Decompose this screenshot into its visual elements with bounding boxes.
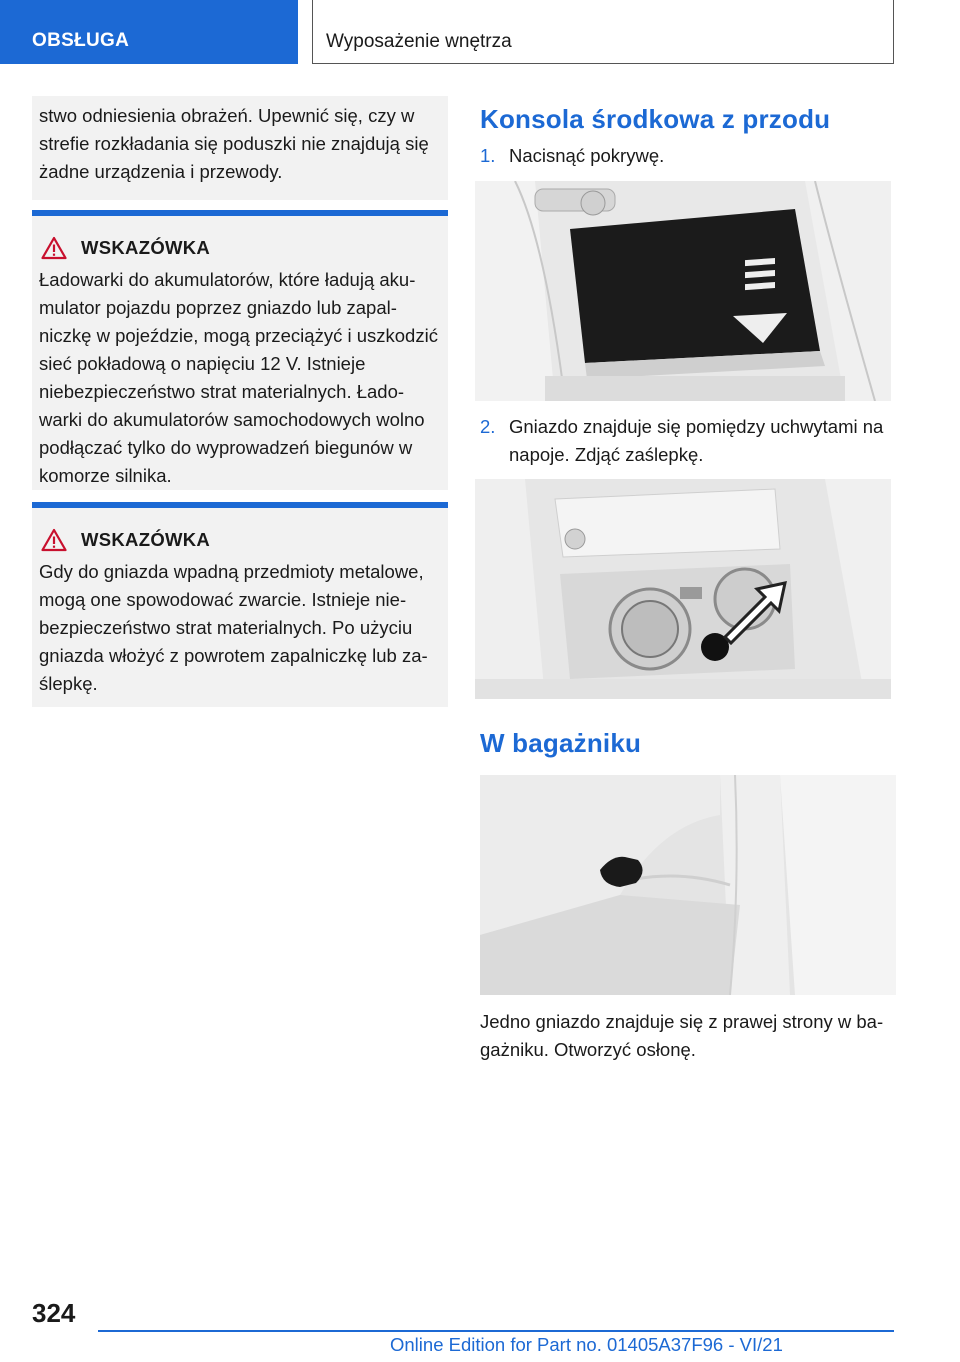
section-heading-console: Konsola środkowa z przodu: [480, 104, 831, 134]
warning-header: [39, 236, 438, 260]
warning-title: WSKAZÓWKA: [81, 237, 211, 258]
socket-cupholder-illustration: [475, 479, 891, 699]
warning-triangle-icon: [41, 528, 67, 552]
socket-cupholder-photo: [475, 479, 891, 699]
intro-box: [32, 96, 448, 200]
step-number: 2.: [480, 416, 496, 437]
step-item: [480, 413, 896, 469]
trunk-socket-photo: [480, 775, 896, 995]
warning-triangle-icon: [41, 236, 67, 260]
console-cover-photo: [475, 181, 891, 401]
intro-text: stwo odniesienia obrażeń. Upewnić się, czy w strefie rozkładania się poduszki nie znajdują się żadne urządzenia i przewody.: [39, 105, 429, 182]
warning-text: Ładowarki do akumulatorów, które ładują akumulator pojazdu poprzez gniazdo lub zapalniczkę w pojeździe, mogą przeciążyć i uszkodzić sieć pokładową o napięciu 12 V. Istnieje niebezpieczeństwo strat materialnych. Ładowarki do akumulatorów samochodowych wolno podłączać tylko do wyprowadzeń biegunów w komorze silnika.: [39, 269, 438, 486]
step-number: 1.: [480, 145, 496, 166]
page-number: 324: [32, 1298, 76, 1328]
step-item: [480, 142, 896, 170]
edition-text: Online Edition for Part no. 01405A37F96 - VI/21: [390, 1334, 783, 1355]
trunk-socket-text: Jedno gniazdo znajduje się z prawej strony w bagażniku. Otworzyć osłonę.: [480, 1011, 884, 1060]
footer-divider: [98, 1330, 894, 1332]
warning-box-2: [32, 502, 448, 707]
section-heading-trunk: W bagażniku: [480, 728, 642, 758]
warning-header: [39, 528, 438, 552]
warning-title: WSKAZÓWKA: [81, 529, 211, 550]
step-text: Gniazdo znajduje się pomiędzy uchwytami na napoje. Zdjąć zaślepkę.: [509, 416, 884, 465]
warning-text: Gdy do gniazda wpadną przedmioty metalowe, mogą one spowodować zwarcie. Istnieje niebezpieczeństwo strat materialnych. Po użyciu gniazda włożyć z powrotem zapalniczkę lub zaślepkę.: [39, 561, 428, 694]
trunk-socket-illustration: [480, 775, 896, 995]
console-cover-illustration: [475, 181, 891, 401]
chapter-title: Wyposażenie wnętrza: [312, 0, 894, 64]
warning-box-1: [32, 210, 448, 490]
step-text: Nacisnąć pokrywę.: [509, 145, 665, 166]
section-tab: OBSŁUGA: [0, 0, 298, 64]
